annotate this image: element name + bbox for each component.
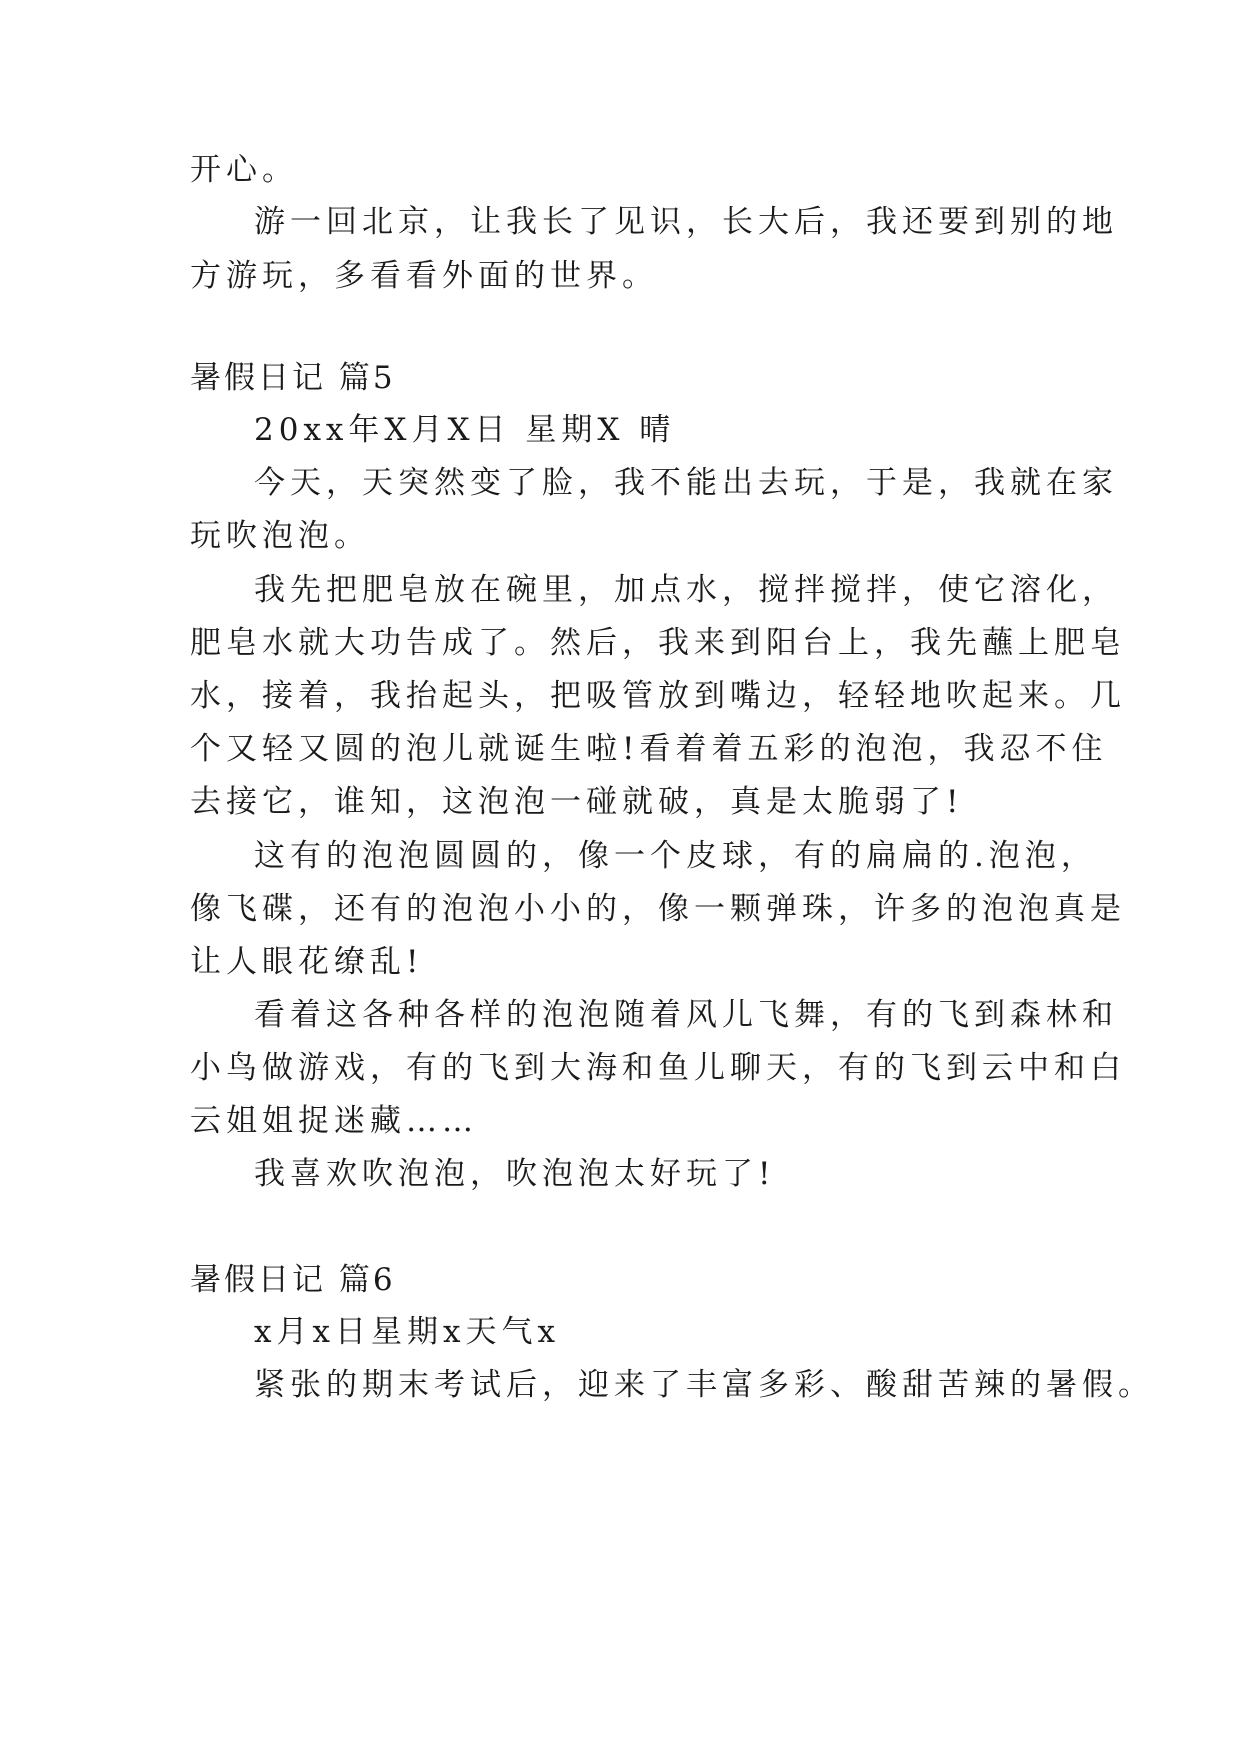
paragraph-line: 小鸟做游戏，有的飞到大海和鱼儿聊天，有的飞到云中和白 — [190, 1050, 1126, 1086]
paragraph-line: 紧张的期末考试后，迎来了丰富多彩、酸甜苦辣的暑假。 — [254, 1367, 1154, 1403]
paragraph-line: 这有的泡泡圆圆的，像一个皮球，有的扁扁的.泡泡， — [254, 838, 1097, 874]
paragraph-line: 让人眼花缭乱! — [190, 944, 424, 980]
paragraph-line: 我喜欢吹泡泡，吹泡泡太好玩了! — [254, 1156, 776, 1192]
diary-date-line: 20xx年X月X日 星期X 晴 — [254, 412, 676, 448]
paragraph-line: 看着这各种各样的泡泡随着风儿飞舞，有的飞到森林和 — [254, 997, 1118, 1033]
paragraph-line: 方游玩，多看看外面的世界。 — [190, 258, 658, 294]
paragraph-line: 水，接着，我抬起头，把吸管放到嘴边，轻轻地吹起来。几 — [190, 678, 1126, 714]
paragraph-line: 开心。 — [190, 152, 298, 188]
paragraph-line: 像飞碟，还有的泡泡小小的，像一颗弹珠，许多的泡泡真是 — [190, 891, 1126, 927]
paragraph-line: 云姐姐捉迷藏…… — [190, 1103, 478, 1139]
paragraph-line: 今天，天突然变了脸，我不能出去玩，于是，我就在家 — [254, 465, 1118, 501]
paragraph-line: 去接它，谁知，这泡泡一碰就破，真是太脆弱了! — [190, 784, 964, 820]
diary-date-line: x月x日星期x天气x — [254, 1314, 560, 1350]
paragraph-line: 我先把肥皂放在碗里，加点水，搅拌搅拌，使它溶化， — [254, 572, 1118, 608]
paragraph-line: 肥皂水就大功告成了。然后，我来到阳台上，我先蘸上肥皂 — [190, 625, 1126, 661]
paragraph-line: 游一回北京，让我长了见识，长大后，我还要到别的地 — [254, 204, 1118, 240]
paragraph-line: 个又轻又圆的泡儿就诞生啦!看着着五彩的泡泡，我忍不住 — [190, 731, 1108, 767]
paragraph-line: 玩吹泡泡。 — [190, 518, 370, 554]
section-heading-5: 暑假日记 篇5 — [190, 360, 396, 396]
section-heading-6: 暑假日记 篇6 — [190, 1262, 396, 1298]
